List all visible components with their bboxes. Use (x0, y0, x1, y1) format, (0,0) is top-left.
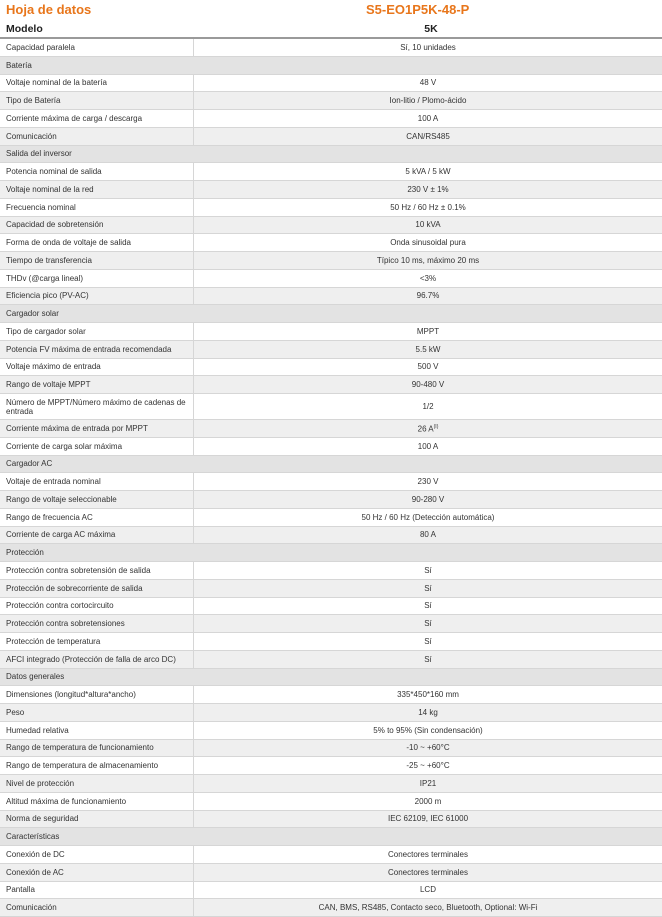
spec-value (194, 238, 662, 247)
spec-label: Protección contra sobretensión de salida (0, 562, 194, 579)
spec-value-text: IEC 62109, IEC 61000 (387, 814, 469, 824)
spec-value (194, 797, 662, 806)
section-title: Batería (6, 60, 32, 70)
spec-label: Potencia nominal de salida (0, 163, 194, 180)
spec-label: Capacidad paralela (0, 39, 194, 56)
spec-value-text: Ion-litio / Plomo-ácido (389, 96, 467, 106)
spec-value (194, 114, 662, 123)
spec-row (0, 899, 662, 917)
section-header (0, 456, 662, 474)
spec-value-text: 335*450*160 mm (397, 690, 459, 700)
spec-value (194, 495, 662, 504)
spec-row (0, 615, 662, 633)
spec-label: Corriente máxima de carga / descarga (0, 110, 194, 127)
spec-value (194, 637, 662, 646)
spec-value-text: 90-280 V (411, 494, 445, 504)
spec-value-text: 48 V (419, 78, 437, 88)
section-title: Datos generales (6, 672, 65, 682)
spec-label: Voltaje nominal de la batería (0, 75, 194, 92)
spec-value-text: -25 ~ +60°C (406, 761, 450, 771)
spec-value-text: <3% (419, 273, 437, 283)
spec-label: AFCI integrado (Protección de falla de arco DC) (0, 651, 194, 668)
spec-row (0, 199, 662, 217)
model-code: S5-EO1P5K-48-P (366, 2, 470, 17)
spec-value (194, 601, 662, 610)
spec-label: Eficiencia pico (PV-AC) (0, 288, 194, 305)
spec-label: Conexión de AC (0, 864, 194, 881)
spec-row (0, 420, 662, 438)
spec-value (194, 779, 662, 788)
spec-value-text: Típico 10 ms, máximo 20 ms (376, 255, 480, 265)
spec-row (0, 491, 662, 509)
spec-value (194, 477, 662, 486)
spec-row (0, 92, 662, 110)
spec-row (0, 181, 662, 199)
spec-value (194, 761, 662, 770)
spec-value-text: 100 A (417, 441, 439, 451)
spec-label: Protección contra cortocircuito (0, 598, 194, 615)
datasheet-header (0, 0, 662, 20)
spec-value (194, 513, 662, 522)
spec-value-text: 50 Hz / 60 Hz (Detección automática) (361, 512, 495, 522)
spec-value (194, 402, 662, 411)
spec-value (194, 903, 662, 912)
spec-label: Peso (0, 704, 194, 721)
spec-label: Dimensiones (longitud*altura*ancho) (0, 686, 194, 703)
spec-label: Número de MPPT/Número máximo de cadenas de entrada (0, 394, 194, 419)
spec-value (194, 619, 662, 628)
spec-value-text: 2000 m (414, 796, 442, 806)
spec-value-text: Conectores terminales (387, 867, 469, 877)
footnote-marker: (I) (433, 423, 439, 430)
spec-row (0, 633, 662, 651)
spec-label: Pantalla (0, 882, 194, 899)
spec-value-text: 230 V (417, 477, 439, 487)
spec-value-text: -10 ~ +60°C (406, 743, 450, 753)
spec-value (194, 424, 662, 434)
model-row (0, 20, 662, 39)
spec-row (0, 163, 662, 181)
spec-label: Protección de sobrecorriente de salida (0, 580, 194, 597)
spec-label: Norma de seguridad (0, 811, 194, 828)
spec-value-text: IP21 (419, 778, 437, 788)
spec-row (0, 341, 662, 359)
spec-value-text: CAN, BMS, RS485, Contacto seco, Bluetooth, Optional: Wi-Fi (318, 903, 538, 913)
spec-row (0, 864, 662, 882)
spec-value (194, 203, 662, 212)
spec-value-text: 26 A (417, 424, 434, 434)
spec-value-text: Sí (424, 601, 432, 611)
spec-value (194, 274, 662, 283)
spec-label: Comunicación (0, 899, 194, 916)
spec-label: Tipo de cargador solar (0, 323, 194, 340)
spec-row (0, 252, 662, 270)
spec-row (0, 473, 662, 491)
spec-value-text: 500 V (417, 362, 439, 372)
section-header (0, 828, 662, 846)
spec-row (0, 793, 662, 811)
spec-value (194, 256, 662, 265)
spec-value-text: 5.5 kW (415, 344, 441, 354)
spec-row (0, 110, 662, 128)
spec-value-text: 230 V ± 1% (407, 184, 449, 194)
spec-value-text: Sí (424, 636, 432, 646)
spec-value (194, 380, 662, 389)
spec-row (0, 270, 662, 288)
spec-value (194, 690, 662, 699)
spec-label: Comunicación (0, 128, 194, 145)
spec-value-text: CAN/RS485 (406, 131, 450, 141)
section-title: Cargador solar (6, 309, 59, 319)
spec-value (194, 327, 662, 336)
spec-row (0, 39, 662, 57)
spec-value (194, 868, 662, 877)
spec-row (0, 359, 662, 377)
spec-label: Voltaje máximo de entrada (0, 359, 194, 376)
spec-row (0, 757, 662, 775)
spec-row (0, 704, 662, 722)
spec-value-text: 14 kg (418, 707, 438, 717)
spec-row (0, 234, 662, 252)
spec-value-text: Sí, 10 unidades (400, 42, 456, 52)
spec-value-text: LCD (419, 885, 436, 895)
spec-label: Rango de temperatura de funcionamiento (0, 740, 194, 757)
spec-label: THDv (@carga lineal) (0, 270, 194, 287)
spec-label: Altitud máxima de funcionamiento (0, 793, 194, 810)
spec-value (194, 167, 662, 176)
spec-row (0, 128, 662, 146)
spec-value (194, 814, 662, 823)
spec-row (0, 323, 662, 341)
spec-value (194, 850, 662, 859)
spec-value-text: MPPT (416, 326, 440, 336)
spec-value (194, 362, 662, 371)
spec-row (0, 509, 662, 527)
spec-row (0, 722, 662, 740)
spec-row (0, 288, 662, 306)
spec-value-text: Sí (424, 565, 432, 575)
spec-value (194, 530, 662, 539)
spec-value (194, 78, 662, 87)
model-label: Modelo (6, 22, 43, 35)
spec-value-text: 50 Hz / 60 Hz ± 0.1% (390, 202, 466, 212)
spec-value-text: Sí (424, 583, 432, 593)
spec-row (0, 394, 662, 420)
spec-label: Rango de voltaje MPPT (0, 376, 194, 393)
spec-value-text: Onda sinusoidal pura (390, 238, 466, 248)
spec-label: Frecuencia nominal (0, 199, 194, 216)
spec-value-text: 100 A (417, 113, 439, 123)
spec-label: Rango de frecuencia AC (0, 509, 194, 526)
spec-row (0, 75, 662, 93)
spec-value (194, 655, 662, 664)
spec-row (0, 376, 662, 394)
spec-value (194, 291, 662, 300)
spec-row (0, 775, 662, 793)
spec-label: Protección de temperatura (0, 633, 194, 650)
spec-label: Voltaje de entrada nominal (0, 473, 194, 490)
spec-value-text: 1/2 (422, 402, 434, 411)
spec-row (0, 651, 662, 669)
spec-row (0, 217, 662, 235)
spec-value-text: Conectores terminales (387, 849, 469, 859)
spec-row (0, 438, 662, 456)
spec-value-text: 90-480 V (411, 380, 445, 390)
section-title: Protección (6, 548, 44, 558)
spec-label: Corriente máxima de entrada por MPPT (0, 420, 194, 437)
spec-value-text: Sí (424, 619, 432, 629)
spec-value (194, 96, 662, 105)
spec-label: Humedad relativa (0, 722, 194, 739)
section-header (0, 669, 662, 687)
spec-value (194, 220, 662, 229)
spec-value-text: 80 A (419, 530, 436, 540)
spec-row (0, 846, 662, 864)
spec-label: Rango de temperatura de almacenamiento (0, 757, 194, 774)
spec-row (0, 686, 662, 704)
spec-value-text: 5% to 95% (Sin condensación) (373, 725, 483, 735)
section-header (0, 146, 662, 164)
spec-label: Tipo de Batería (0, 92, 194, 109)
spec-value-text: Sí (424, 654, 432, 664)
spec-label: Nivel de protección (0, 775, 194, 792)
spec-label: Tiempo de transferencia (0, 252, 194, 269)
spec-label: Conexión de DC (0, 846, 194, 863)
spec-value-text: 5 kVA / 5 kW (405, 167, 451, 177)
section-header (0, 57, 662, 75)
spec-value (194, 43, 662, 52)
page-title: Hoja de datos (6, 2, 92, 17)
spec-value (194, 185, 662, 194)
spec-label: Capacidad de sobretensión (0, 217, 194, 234)
spec-label: Corriente de carga AC máxima (0, 527, 194, 544)
spec-value (194, 345, 662, 354)
spec-value (194, 132, 662, 141)
section-title: Cargador AC (6, 459, 53, 469)
spec-value (194, 584, 662, 593)
spec-table (0, 39, 662, 917)
spec-value (194, 566, 662, 575)
spec-label: Forma de onda de voltaje de salida (0, 234, 194, 251)
section-title: Características (6, 832, 60, 842)
spec-value (194, 708, 662, 717)
spec-value-text: 96.7% (416, 291, 440, 301)
spec-row (0, 527, 662, 545)
spec-value (194, 726, 662, 735)
spec-row (0, 598, 662, 616)
spec-row (0, 562, 662, 580)
model-value: 5K (424, 22, 438, 35)
spec-row (0, 580, 662, 598)
spec-label: Rango de voltaje seleccionable (0, 491, 194, 508)
spec-label: Voltaje nominal de la red (0, 181, 194, 198)
spec-value (194, 885, 662, 894)
spec-label: Protección contra sobretensiones (0, 615, 194, 632)
spec-value (194, 442, 662, 451)
spec-label: Potencia FV máxima de entrada recomendada (0, 341, 194, 358)
spec-row (0, 811, 662, 829)
spec-value-text: 10 kVA (415, 220, 441, 230)
spec-row (0, 882, 662, 900)
section-title: Salida del inversor (6, 149, 72, 159)
section-header (0, 544, 662, 562)
spec-value (194, 743, 662, 752)
spec-label: Corriente de carga solar máxima (0, 438, 194, 455)
section-header (0, 305, 662, 323)
spec-row (0, 740, 662, 758)
